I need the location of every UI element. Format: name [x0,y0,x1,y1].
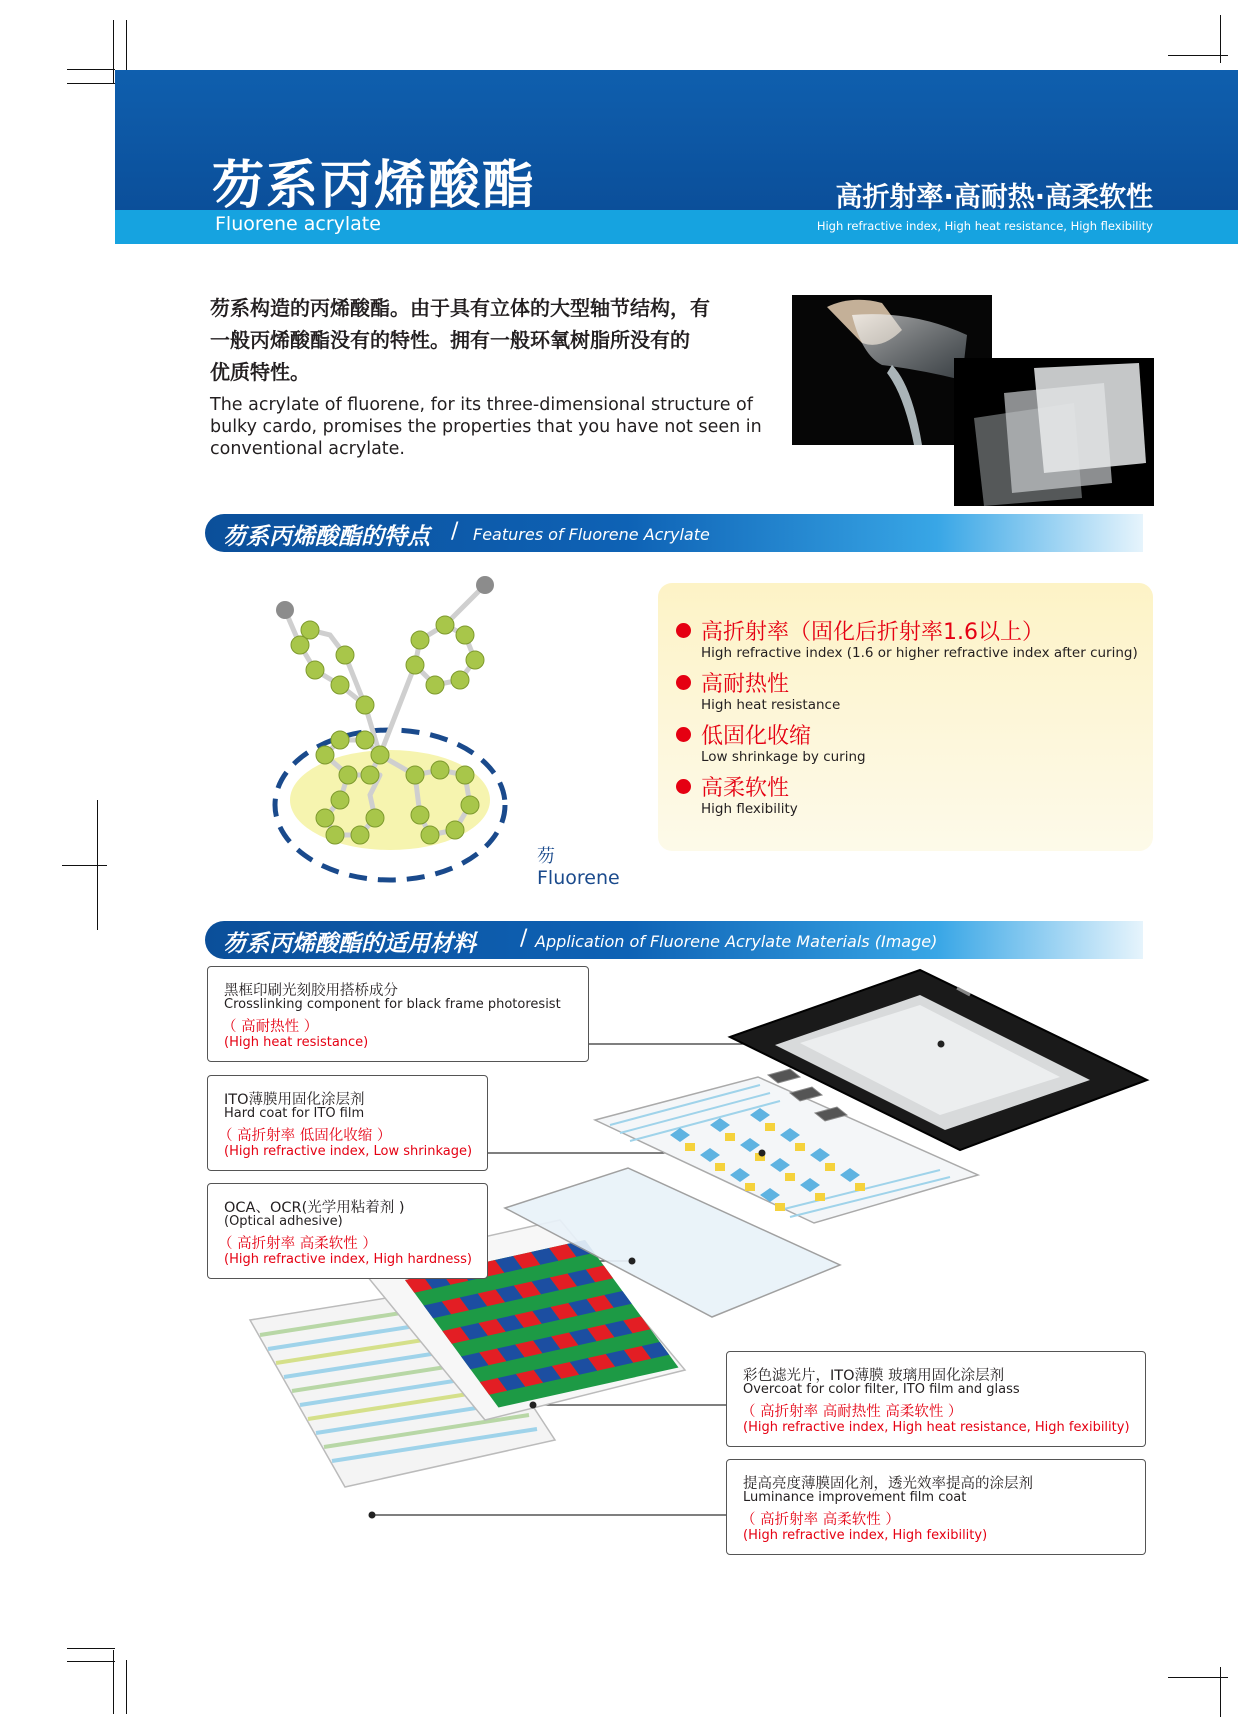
intro-cn-line: 优质特性。 [210,360,310,384]
intro-en-line: bulky cardo, promises the properties that you have not seen in [210,417,762,437]
callout-ito-film [207,1075,488,1171]
bullet-dot-icon [676,779,691,794]
callout-property-cn: （ 高折射率 高耐热性 高柔软性 ） [741,1404,963,1420]
intro-cn-line: 芴系构造的丙烯酸酯。由于具有立体的大型轴节结构，有 [210,296,710,320]
feature-label-en: High flexibility [701,801,798,817]
bullet-dot-icon [676,727,691,742]
callout-oca-ocr [207,1183,488,1279]
crop-mark [113,20,114,84]
callout-property-cn: （ 高耐热性 ） [222,1019,319,1035]
callout-black-frame [207,966,589,1062]
crop-mark [62,865,107,866]
page-tagline: 高折射率·高耐热·高柔软性 [835,182,1153,213]
callout-title-cn: 提高亮度薄膜固化剂，透光效率提高的涂层剂 [743,1476,1033,1492]
application-title-cn: 芴系丙烯酸酯的适用材料 [223,931,476,957]
crop-mark [1220,15,1221,63]
intro-en-line: The acrylate of fluorene, for its three-dimensional structure of [210,395,753,415]
callout-property-en: (High heat resistance) [224,1035,369,1050]
callout-title-en: Hard coat for ITO film [224,1106,365,1121]
crop-mark [1168,55,1228,56]
crop-mark [67,1661,115,1662]
crop-mark [1168,1677,1228,1678]
callout-title-cn: ITO薄膜用固化涂层剂 [224,1092,365,1108]
features-title-cn: 芴系丙烯酸酯的特点 [223,524,430,550]
callout-title-cn: 彩色滤光片，ITO薄膜 玻璃用固化涂层剂 [743,1368,1005,1384]
page-title-english: Fluorene acrylate [215,213,381,235]
crop-mark [1220,1667,1221,1717]
features-list-box [658,583,1153,851]
fluorene-label-en: Fluorene [537,867,620,889]
application-title-slash: / [520,926,528,951]
feature-label-cn: 高耐热性 [701,672,790,697]
callout-title-en: Crosslinking component for black frame photoresist [224,997,561,1012]
crop-mark [67,69,115,70]
callout-property-cn: （ 高折射率 低固化收缩 ） [218,1128,392,1144]
feature-label-en: High heat resistance [701,697,841,713]
bullet-dot-icon [676,675,691,690]
callout-property-cn: （ 高折射率 高柔软性 ） [218,1236,377,1252]
intro-text-cn [210,292,770,388]
callout-luminance-film [726,1459,1146,1555]
crop-mark [113,1650,114,1714]
callout-title-en: Overcoat for color filter, ITO film and glass [743,1382,1020,1397]
callout-property-en: (High refractive index, High hardness) [224,1252,472,1267]
callout-title-cn: 黑框印刷光刻胶用搭桥成分 [224,983,398,999]
application-title-en: Application of Fluorene Acrylate Materials (Image) [535,932,938,951]
feature-label-cn: 低固化收缩 [701,724,812,749]
crop-mark [126,1660,127,1714]
features-section-header [205,514,1143,552]
intro-text-en [210,394,780,460]
callout-property-en: (High refractive index, Low shrinkage) [224,1144,473,1159]
fluorene-molecule-diagram [270,560,540,890]
intro-en-line: conventional acrylate. [210,439,405,459]
callout-title-cn: OCA、OCR(光学用粘着剂 ) [224,1200,405,1216]
crop-mark [67,1648,115,1649]
callout-color-filter [726,1351,1146,1447]
crop-mark [67,83,115,84]
features-title-en: Features of Fluorene Acrylate [473,525,710,544]
page-title: 芴系丙烯酸酯 [212,156,537,216]
film-sheets-photo [954,358,1154,506]
callout-property-en: (High refractive index, High fexibility) [743,1528,988,1543]
callout-property-en: (High refractive index, High heat resistance, High fexibility) [743,1420,1130,1435]
feature-label-cn: 高折射率（固化后折射率1.6以上） [701,620,1044,645]
application-section-header [205,921,1143,959]
features-title-slash: / [451,519,459,544]
intro-cn-line: 一般丙烯酸酯没有的特性。拥有一般环氧树脂所没有的 [210,328,690,352]
feature-label-en: High refractive index (1.6 or higher refractive index after curing) [701,645,1138,661]
feature-label-en: Low shrinkage by curing [701,749,866,765]
fluorene-label-cn: 芴 [537,846,555,867]
bullet-dot-icon [676,623,691,638]
callout-title-en: (Optical adhesive) [224,1214,343,1229]
page-tagline-english: High refractive index, High heat resistance, High flexibility [816,219,1153,233]
callout-title-en: Luminance improvement film coat [743,1490,967,1505]
callout-property-cn: （ 高折射率 高柔软性 ） [741,1512,900,1528]
feature-label-cn: 高柔软性 [701,776,790,801]
